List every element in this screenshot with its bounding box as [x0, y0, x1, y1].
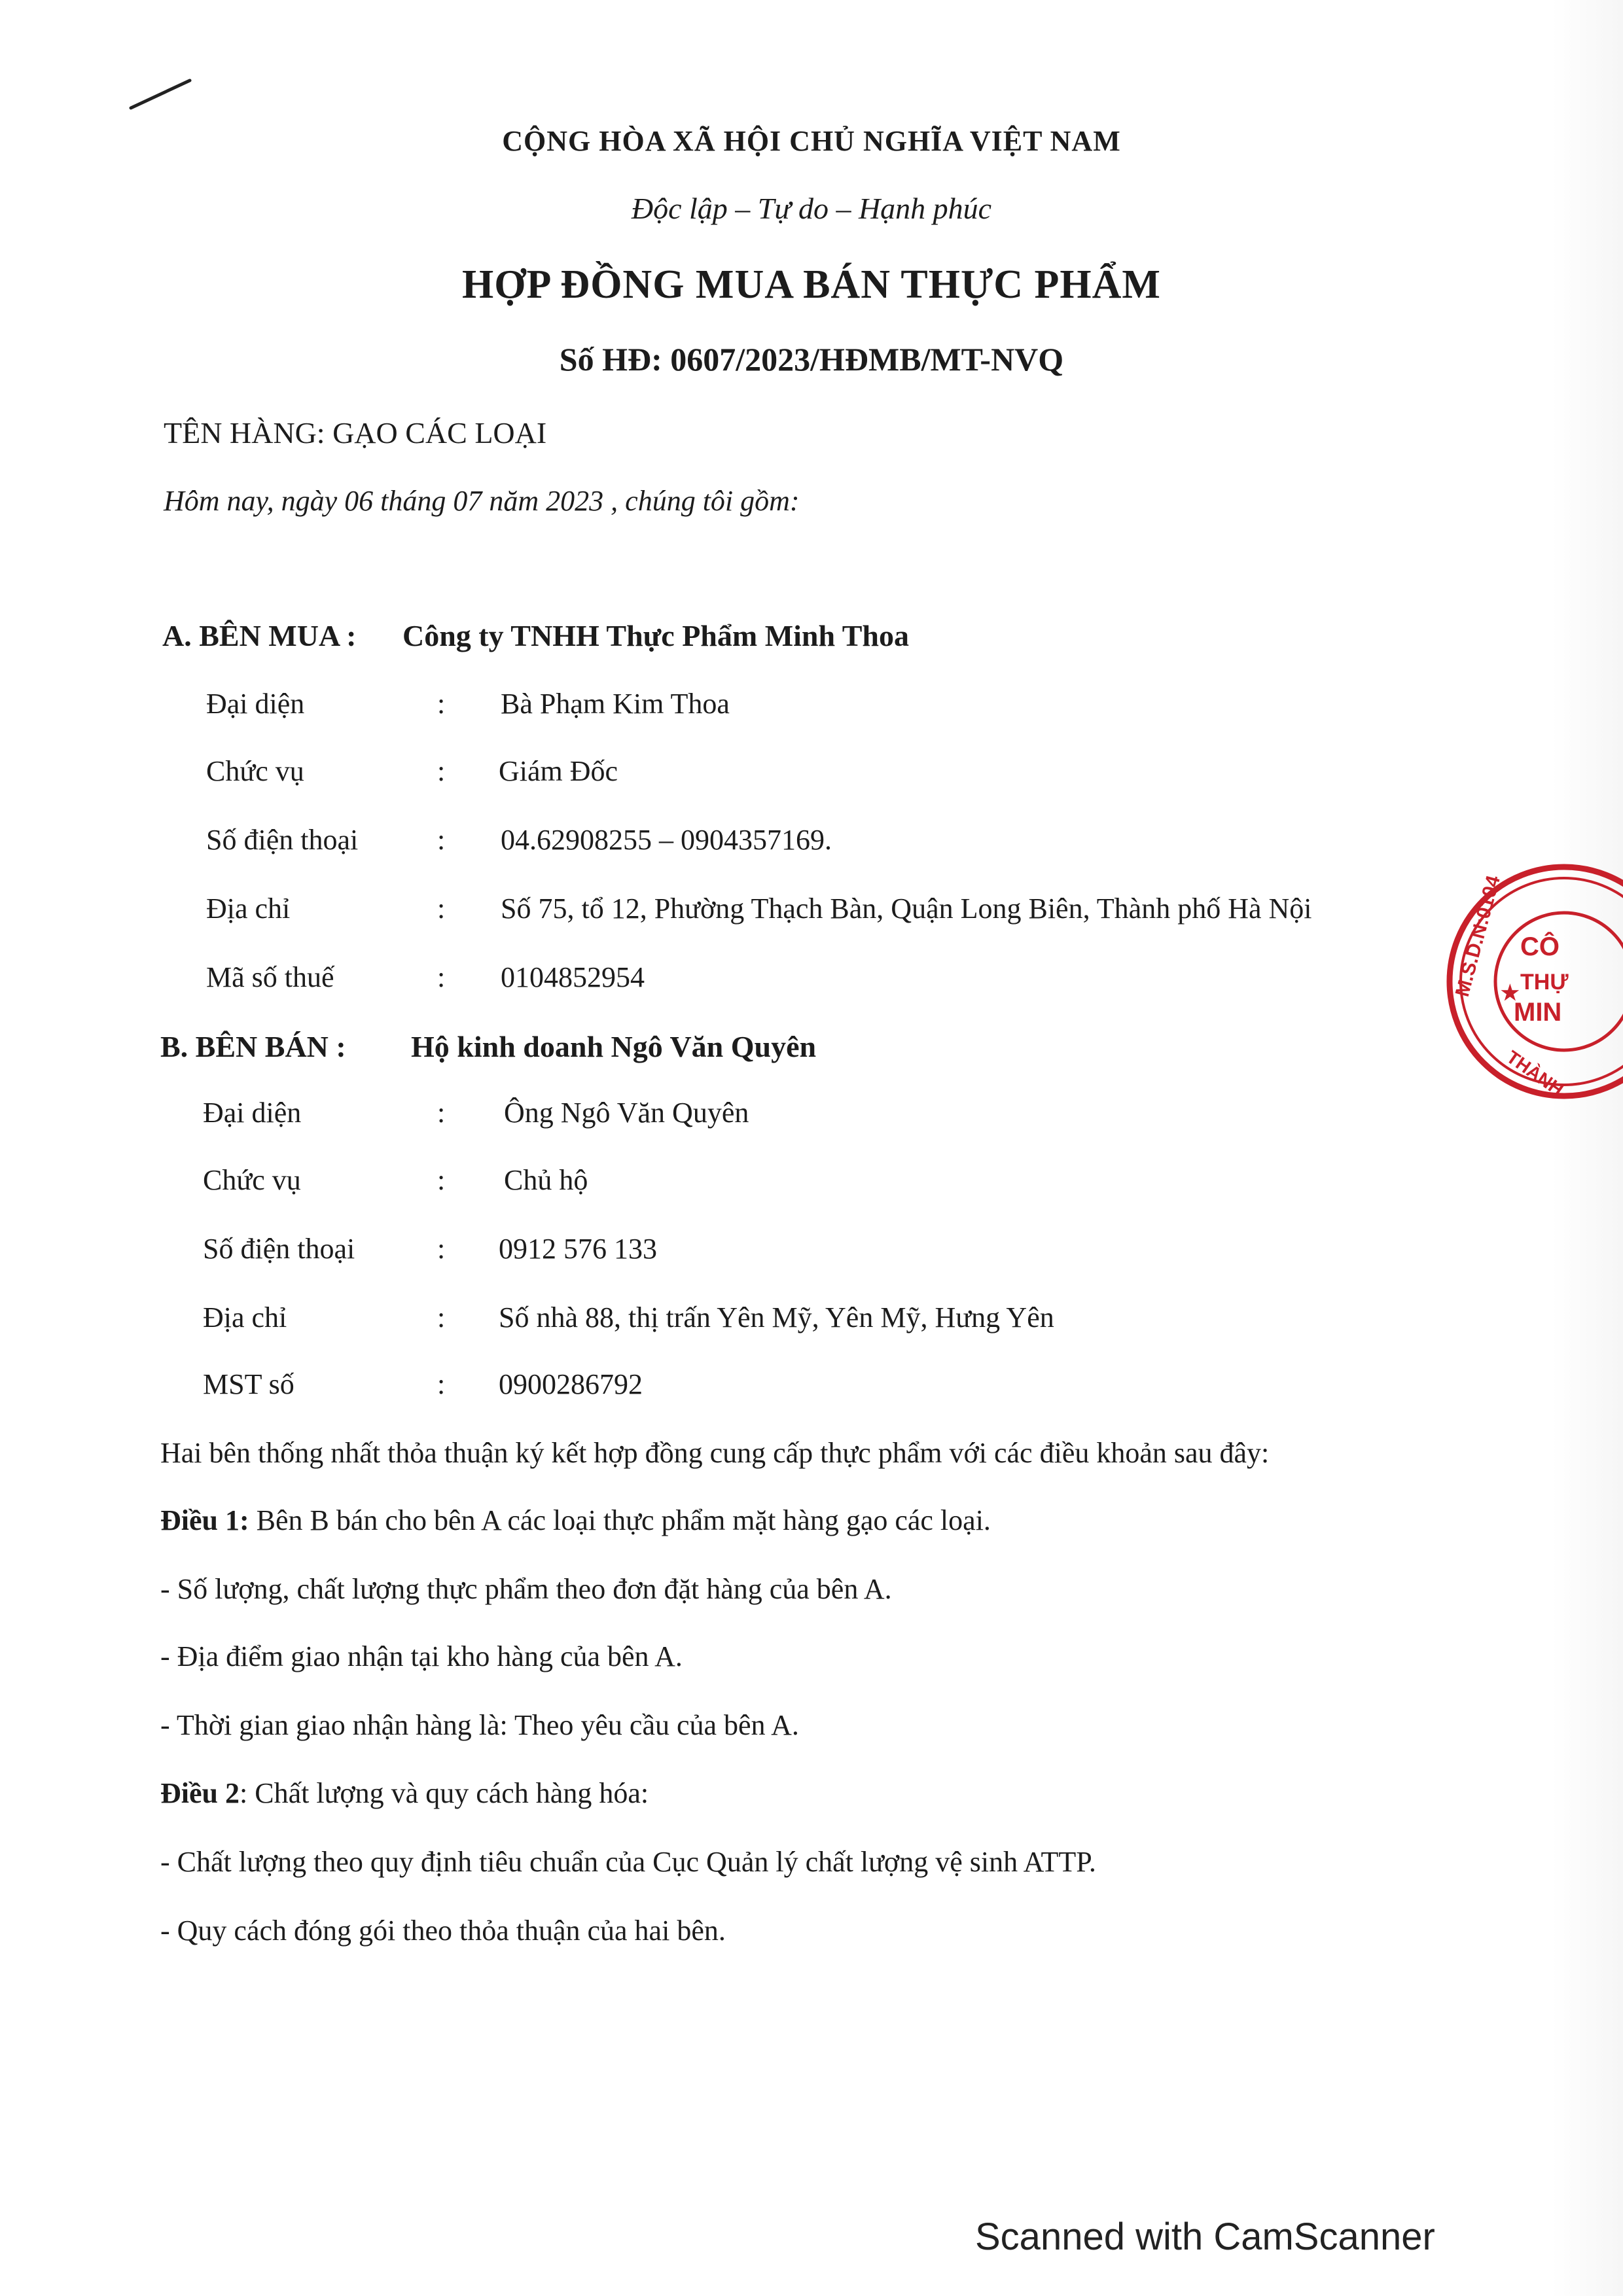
party-b-label: Đại diện — [203, 1097, 302, 1129]
party-a-label: Địa chỉ — [206, 892, 291, 925]
nation-motto: Độc lập – Tự do – Hạnh phúc — [631, 192, 992, 225]
party-a-heading: A. BÊN MUA : — [162, 619, 357, 652]
colon: : — [437, 1368, 446, 1400]
article-1-item: - Địa điểm giao nhận tại kho hàng của bên A. — [160, 1640, 683, 1672]
party-b-address: Số nhà 88, thị trấn Yên Mỹ, Yên Mỹ, Hưng Yên — [499, 1301, 1054, 1333]
agreement-paragraph: Hai bên thống nhất thỏa thuận ký kết hợp đồng cung cấp thực phẩm với các điều khoản sau đây: — [160, 1437, 1270, 1469]
party-b-tax-code: 0900286792 — [499, 1368, 643, 1400]
party-a-label: Chức vụ — [206, 755, 304, 787]
opening-line: Hôm nay, ngày 06 tháng 07 năm 2023 , chúng tôi gồm: — [164, 485, 800, 517]
party-b-label: Chức vụ — [203, 1164, 301, 1196]
party-a-label: Đại diện — [206, 688, 305, 720]
article-1-text: Bên B bán cho bên A các loại thực phẩm mặt hàng gạo các loại. — [249, 1504, 991, 1536]
party-a-position: Giám Đốc — [499, 755, 618, 787]
party-b-label: MST số — [203, 1368, 294, 1400]
article-1-item: - Số lượng, chất lượng thực phẩm theo đơn đặt hàng của bên A. — [160, 1573, 892, 1605]
colon: : — [437, 1233, 446, 1265]
party-b-label: Số điện thoại — [203, 1233, 355, 1265]
party-a-label: Mã số thuế — [206, 961, 334, 993]
party-a-label: Số điện thoại — [206, 824, 359, 856]
article-2-text: : Chất lượng và quy cách hàng hóa: — [240, 1777, 649, 1809]
article-1 — [160, 1504, 991, 1537]
svg-text:MIN: MIN — [1514, 998, 1562, 1027]
pen-mark — [128, 69, 200, 115]
scanner-watermark: Scanned with CamScanner — [975, 2216, 1435, 2258]
party-b-phone: 0912 576 133 — [499, 1233, 657, 1265]
svg-text:★: ★ — [1501, 981, 1520, 1004]
contract-number: Số HĐ: 0607/2023/HĐMB/MT-NVQ — [559, 341, 1064, 378]
party-b-label: Địa chỉ — [203, 1301, 287, 1333]
svg-text:THÀNH: THÀNH — [1503, 1046, 1567, 1101]
party-b-name: Hộ kinh doanh Ngô Văn Quyên — [411, 1030, 817, 1063]
article-2 — [160, 1776, 649, 1810]
colon: : — [437, 1097, 446, 1129]
colon: : — [437, 824, 446, 856]
party-a-address: Số 75, tổ 12, Phường Thạch Bàn, Quận Long Biên, Thành phố Hà Nội — [501, 892, 1312, 925]
party-b-representative: Ông Ngô Văn Quyên — [504, 1097, 749, 1129]
article-1-item: - Thời gian giao nhận hàng là: Theo yêu cầu của bên A. — [160, 1709, 799, 1741]
article-2-item: - Quy cách đóng gói theo thỏa thuận của hai bên. — [160, 1915, 726, 1947]
svg-text:THỰ: THỰ — [1520, 970, 1569, 995]
svg-text:CÔ: CÔ — [1520, 932, 1560, 961]
party-a-representative: Bà Phạm Kim Thoa — [501, 688, 730, 720]
colon: : — [437, 961, 446, 993]
document-title: HỢP ĐỒNG MUA BÁN THỰC PHẨM — [462, 262, 1161, 307]
party-b-heading: B. BÊN BÁN : — [160, 1030, 346, 1063]
colon: : — [437, 755, 446, 787]
colon: : — [437, 892, 446, 925]
colon: : — [437, 688, 446, 720]
colon: : — [437, 1301, 446, 1333]
article-2-label: Điều 2 — [160, 1777, 240, 1809]
company-stamp — [1443, 844, 1623, 1119]
article-2-item: - Chất lượng theo quy định tiêu chuẩn của Cục Quản lý chất lượng vệ sinh ATTP. — [160, 1846, 1096, 1878]
goods-name: TÊN HÀNG: GẠO CÁC LOẠI — [164, 416, 547, 450]
nation-header: CỘNG HÒA XÃ HỘI CHỦ NGHĨA VIỆT NAM — [502, 125, 1121, 157]
party-a-name: Công ty TNHH Thực Phẩm Minh Thoa — [402, 619, 910, 652]
article-1-label: Điều 1: — [160, 1504, 249, 1536]
colon: : — [437, 1164, 446, 1196]
svg-text:M.S.D.N:0104: M.S.D.N:0104 — [1451, 873, 1505, 999]
party-a-tax-code: 0104852954 — [501, 961, 645, 993]
party-a-phone: 04.62908255 – 0904357169. — [501, 824, 832, 856]
party-b-position: Chủ hộ — [504, 1164, 588, 1196]
